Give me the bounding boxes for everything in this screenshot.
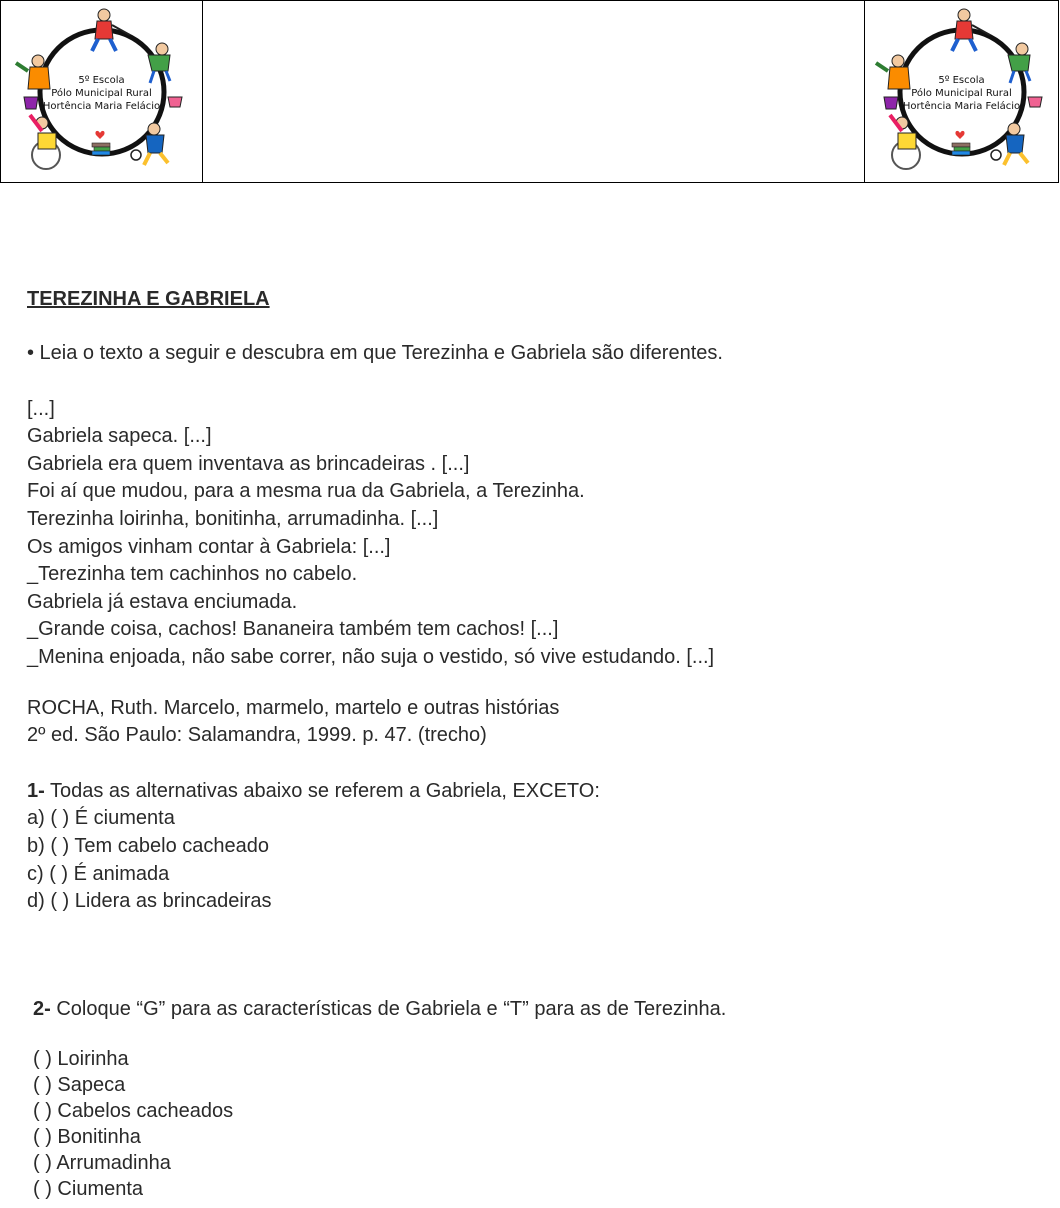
question-1 xyxy=(27,778,1047,916)
reference-line-1: ROCHA, Ruth. Marcelo, marmelo, martelo e outras histórias xyxy=(27,696,560,719)
story-line: Os amigos vinham contar à Gabriela: [...] xyxy=(27,535,391,558)
question-1-option[interactable]: a) ( ) É ciumenta xyxy=(27,807,175,830)
story-line: _Menina enjoada, não sabe correr, não suja o vestido, só vive estudando. [...] xyxy=(27,645,715,668)
question-2-option[interactable]: ( ) Bonitinha xyxy=(33,1126,141,1148)
page-title: TEREZINHA E GABRIELA xyxy=(27,288,270,310)
question-2-text: Coloque “G” para as características de Gabriela e “T” para as de Terezinha. xyxy=(50,998,727,1020)
question-2 xyxy=(33,996,1033,1202)
question-1-number: 1- xyxy=(27,779,45,802)
question-1-option[interactable]: c) ( ) É animada xyxy=(27,862,170,885)
header-right-cell xyxy=(864,1,1058,182)
logo-line-3: Hortência Maria Felácio xyxy=(902,100,1021,112)
story-line: _Terezinha tem cachinhos no cabelo. xyxy=(27,563,358,586)
question-2-option[interactable]: ( ) Sapeca xyxy=(33,1074,126,1096)
header-middle-cell xyxy=(203,1,864,182)
question-2-prompt xyxy=(33,996,1033,1022)
question-2-option[interactable]: ( ) Arrumadinha xyxy=(33,1152,171,1174)
instruction: • Leia o texto a seguir e descubra em que Terezinha e Gabriela são diferentes. xyxy=(27,342,723,364)
logo-text xyxy=(12,74,192,113)
question-2-option[interactable]: ( ) Loirinha xyxy=(33,1048,129,1070)
logo-line-1: 5º Escola xyxy=(78,74,125,86)
story-line: Gabriela já estava enciumada. xyxy=(27,590,298,613)
question-1-option[interactable]: b) ( ) Tem cabelo cacheado xyxy=(27,834,269,857)
reference-line-2: 2º ed. São Paulo: Salamandra, 1999. p. 47. (trecho) xyxy=(27,724,487,747)
logo-line-3: Hortência Maria Felácio xyxy=(42,100,161,112)
bibliographic-reference xyxy=(27,695,1047,750)
question-2-option[interactable]: ( ) Cabelos cacheados xyxy=(33,1100,234,1122)
logo-line-2: Pólo Municipal Rural xyxy=(911,87,1012,99)
document-body xyxy=(27,286,1047,916)
story-line: Terezinha loirinha, bonitinha, arrumadinha. [...] xyxy=(27,507,439,530)
question-1-option[interactable]: d) ( ) Lidera as brincadeiras xyxy=(27,890,272,913)
question-2-number: 2- xyxy=(33,998,51,1020)
question-1-text: Todas as alternativas abaixo se referem a Gabriela, EXCETO: xyxy=(44,779,600,802)
logo-text xyxy=(872,74,1052,113)
logo-line-1: 5º Escola xyxy=(938,74,985,86)
story-line: Gabriela sapeca. [...] xyxy=(27,425,212,448)
story-line: Gabriela era quem inventava as brincadeiras . [...] xyxy=(27,452,470,475)
school-logo-right xyxy=(872,5,1052,179)
logo-line-2: Pólo Municipal Rural xyxy=(51,87,152,99)
story-line: [...] xyxy=(27,397,55,420)
school-logo-left xyxy=(12,5,192,179)
header-left-cell xyxy=(1,1,203,182)
question-2-option[interactable]: ( ) Ciumenta xyxy=(33,1178,144,1200)
header-table xyxy=(0,0,1059,183)
story-excerpt xyxy=(27,396,1047,672)
question-1-prompt xyxy=(27,778,1047,806)
story-line: _Grande coisa, cachos! Bananeira também tem cachos! [...] xyxy=(27,618,559,641)
story-line: Foi aí que mudou, para a mesma rua da Gabriela, a Terezinha. xyxy=(27,480,585,503)
